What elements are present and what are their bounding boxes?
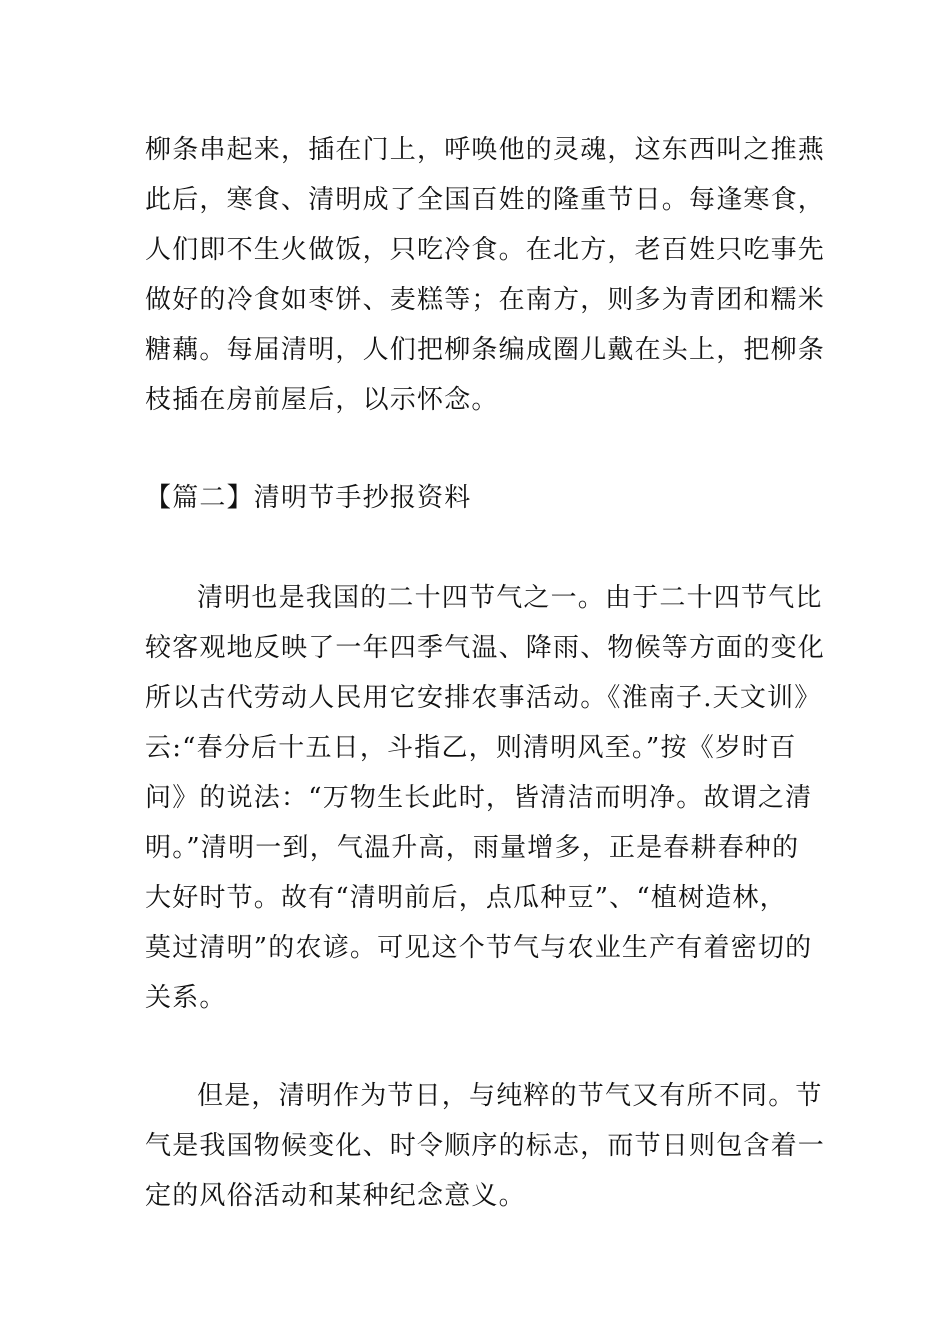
section-heading: 【篇二】清明节手抄报资料 (145, 483, 472, 513)
text-line: 定的风俗活动和某种纪念意义。 (145, 1181, 526, 1211)
text-line: 气是我国物候变化、时令顺序的标志，而节日则包含着一 (145, 1131, 826, 1161)
text-line: 较客观地反映了一年四季气温、降雨、物候等方面的变化 (145, 633, 826, 663)
text-line: 关系。 (145, 983, 227, 1013)
text-line: 糖藕。每届清明，人们把柳条编成圈儿戴在头上，把柳条 (145, 335, 826, 365)
text-line: 大好时节。故有“清明前后，点瓜种豆”、“植树造林， (145, 883, 787, 913)
text-line: 做好的冷食如枣饼、麦糕等；在南方，则多为青团和糯米 (145, 285, 826, 315)
text-line: 但是，清明作为节日，与纯粹的节气又有所不同。节 (197, 1081, 823, 1111)
text-line: 清明也是我国的二十四节气之一。由于二十四节气比 (197, 583, 823, 613)
text-line: 人们即不生火做饭，只吃冷食。在北方，老百姓只吃事先 (145, 235, 826, 265)
text-line: 此后，寒食、清明成了全国百姓的隆重节日。每逢寒食， (145, 185, 826, 215)
text-line: 明。”清明一到，气温升高，雨量增多，正是春耕春种的 (145, 833, 800, 863)
text-line: 莫过清明”的农谚。可见这个节气与农业生产有着密切的 (145, 933, 813, 963)
text-line: 所以古代劳动人民用它安排农事活动。《淮南子.天文训》 (145, 683, 822, 713)
text-line: 云:“春分后十五日，斗指乙，则清明风至。”按《岁时百 (145, 733, 797, 763)
text-line: 问》的说法：“万物生长此时，皆清洁而明净。故谓之清 (145, 783, 813, 813)
text-line: 柳条串起来，插在门上，呼唤他的灵魂，这东西叫之推燕 (145, 135, 826, 165)
text-line: 枝插在房前屋后，以示怀念。 (145, 385, 499, 415)
